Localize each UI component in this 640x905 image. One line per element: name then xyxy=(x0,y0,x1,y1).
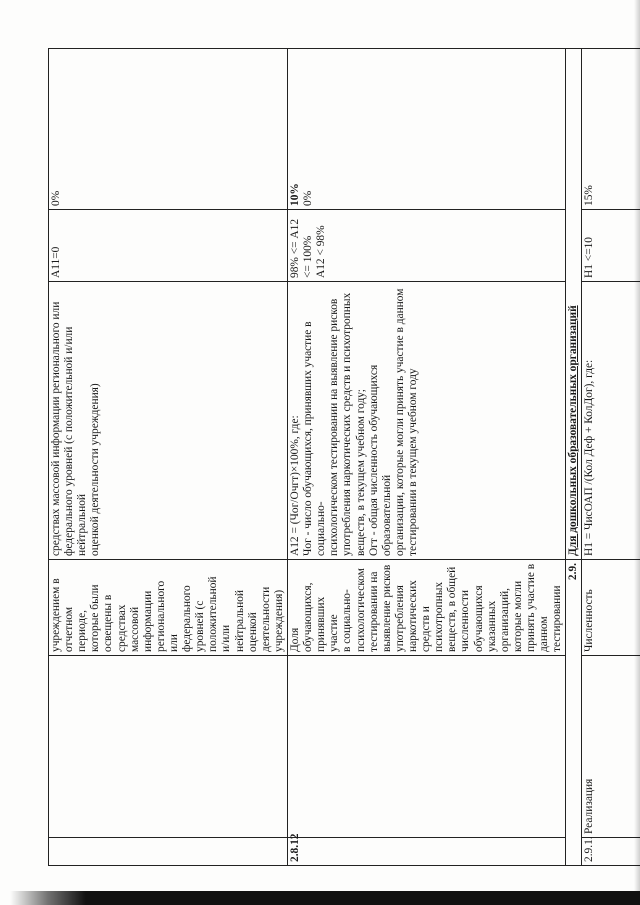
indicator-line: которые могли xyxy=(511,580,524,652)
indicator-line: принявших участие xyxy=(315,596,341,652)
indicator-line: уровней (с xyxy=(194,600,207,652)
condition-cell: Н1 <=10 xyxy=(582,210,640,282)
formula-line: тестировании в текущем учебном году xyxy=(406,368,419,556)
formula-line: употребления наркотических средств и психотропных xyxy=(341,292,354,556)
indicator-line: оценкой xyxy=(246,612,259,652)
indicator-line: деятельности xyxy=(259,586,272,652)
indicator-line: наркотических xyxy=(406,580,419,652)
table-row-2-8-11-continued xyxy=(49,49,288,866)
indicator-line: тестировании xyxy=(551,585,564,652)
percent-cell xyxy=(287,49,565,210)
indicator-line: психотропных xyxy=(433,581,446,652)
row-number-cell: 2.9.1. xyxy=(582,838,640,866)
indicator-line: принять участие в xyxy=(524,563,537,652)
rotated-table-container xyxy=(48,48,596,866)
indicator-line: обучающихся xyxy=(472,585,485,652)
section-heading-row xyxy=(566,49,582,866)
table-row-2-9-1 xyxy=(582,49,640,866)
formula-cell xyxy=(49,282,288,560)
indicator-line: указанных xyxy=(485,600,498,652)
indicator-cell: Численность xyxy=(582,560,640,656)
condition-cell: А11=0 xyxy=(49,210,288,282)
percent-cell: 15% xyxy=(582,49,640,210)
criterion-name-cell: Реализация xyxy=(582,656,640,838)
indicator-line: учреждением в xyxy=(50,578,62,652)
indicator-line: которые были xyxy=(89,584,102,652)
indicator-line: положительной xyxy=(207,576,220,652)
indicator-cell xyxy=(287,560,565,656)
criterion-name-cell xyxy=(287,656,565,838)
criterion-name-cell xyxy=(49,656,288,838)
formula-cell xyxy=(287,282,565,560)
indicator-line: средствах массовой xyxy=(115,604,141,652)
indicator-line: учреждения) xyxy=(272,589,285,652)
row-number-cell: 2.8.12 xyxy=(287,838,565,866)
indicator-line: употребления xyxy=(393,585,406,652)
percent-line: 10% xyxy=(288,183,301,206)
indicator-line: средств и xyxy=(420,606,433,652)
scan-bottom-dark-band xyxy=(10,891,640,905)
indicator-line: регионального или xyxy=(154,580,180,652)
criteria-table xyxy=(48,48,640,866)
indicator-line: численности xyxy=(459,590,472,652)
indicator-line: и/или нейтральной xyxy=(220,590,246,652)
indicator-line: выявление рисков xyxy=(380,564,393,652)
formula-line: Чог - число обучающихся, принявших участие в социально- xyxy=(302,321,328,556)
formula-cell: Н1 = ЧисОАП /(Кол Деф + КолДог), где: xyxy=(582,282,640,560)
indicator-line: в социально- xyxy=(341,589,354,652)
indicator-line: психологическом xyxy=(354,568,367,652)
percent-line: 0% xyxy=(302,190,315,206)
formula-line: веществ, в текущем учебном году; xyxy=(354,389,367,556)
indicator-line: тестировании на xyxy=(367,571,380,652)
formula-line: организации, которые могли принять участие в данном xyxy=(393,288,406,556)
indicator-line: федерального xyxy=(181,585,194,652)
condition-cell xyxy=(287,210,565,282)
indicator-line: данном xyxy=(538,616,551,652)
scan-bottom-border xyxy=(0,885,640,905)
indicator-line: организаций, xyxy=(498,588,511,652)
formula-line: психологическом тестировании на выявление рисков xyxy=(328,298,341,556)
formula-line: федерального уровней (с положительной и/или нейтральной xyxy=(63,326,89,556)
formula-line: средствах массовой информации регионального или xyxy=(50,301,62,556)
indicator-cell xyxy=(49,560,288,656)
row-number-cell xyxy=(49,838,288,866)
indicator-line: информации xyxy=(141,590,154,652)
indicator-line: отчетном периоде, xyxy=(63,606,89,652)
scan-edge-shadow xyxy=(634,0,640,905)
indicator-line: Доля обучающихся, xyxy=(288,582,315,652)
table-row-2-8-12 xyxy=(287,49,565,866)
formula-line: Огт - общая численность обучающихся образовательной xyxy=(367,364,393,556)
percent-cell: 0% xyxy=(49,49,288,210)
condition-line: А12 < 98% xyxy=(315,225,328,278)
indicator-line: освещены в xyxy=(102,594,115,652)
section-title-cell: Для дошкольных образовательных организаций xyxy=(566,49,582,560)
condition-line: 98% <= А12 <= 100% xyxy=(288,218,315,278)
formula-line: А12 = (Чог/Очгт)×100%, где: xyxy=(288,415,301,556)
section-number-cell: 2.9. xyxy=(566,560,582,866)
indicator-line: веществ, в общей xyxy=(446,566,459,652)
formula-line: оценкой деятельности учреждения) xyxy=(89,383,102,556)
